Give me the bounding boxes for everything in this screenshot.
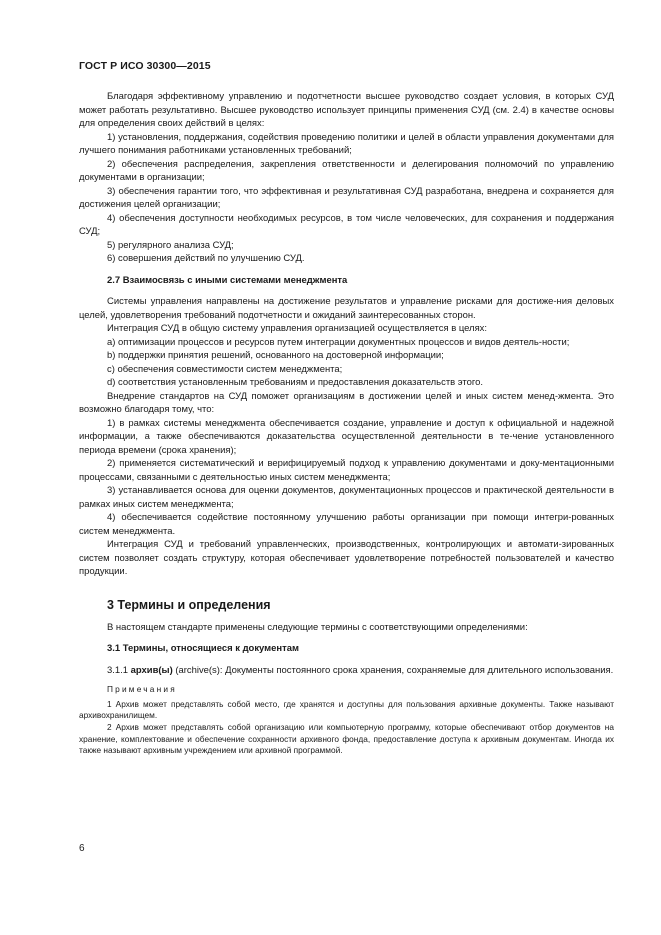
list-item: c) обеспечения совместимости систем менеджмента; [107,363,343,375]
section-heading-2-7: 2.7 Взаимосвязь с иными системами менеджмента [107,274,348,286]
list-item: d) соответствия установленным требованиям и предоставления доказательств этого. [107,377,483,388]
term-name: архив(ы) [130,664,173,676]
list-item: 4) обеспечения доступности необходимых ресурсов, в том числе человеческих, для сохранения и поддержания СУД; [79,212,614,237]
list-item: 3) устанавливается основа для оценки документов, документационных процессов и практической деятельности в рамках иных систем менеджмента; [79,485,614,510]
section-heading-3: 3 Термины и определения [107,597,271,612]
note-item: 2 Архив может представлять собой организацию или компьютерную программу, которые обеспечивают отбор документов на хранение, комплектование и обеспечение сохранности архивного фонда, предоставление доступа к архивным документам. Иногда их также называют архивным учреждением или архивной программой. [79,721,614,756]
term-definition [79,664,614,678]
page-body [79,90,614,757]
term-text: (archive(s): Документы постоянного срока хранения, сохраняемые для длительного использования. [175,664,614,676]
list-item: 1) установления, поддержания, содействия проведению политики и целей в области управления документами для лучшего понимания работниками установленных требований; [79,131,614,156]
page-number: 6 [79,843,85,854]
document-header: ГОСТ Р ИСО 30300—2015 [79,60,211,72]
list-item: 1) в рамках системы менеджмента обеспечивается создание, управление и доступ к официальной и надежной информации, а также обеспечиваются доказательства осуществленной деятельности в те-чение установленного периода времени (срока хранения); [79,417,614,456]
paragraph: В настоящем стандарте применены следующие термины с соответствующими определениями: [107,621,528,633]
list-item: 5) регулярного анализа СУД; [107,239,234,251]
list-item: a) оптимизации процессов и ресурсов путем интеграции документных процессов и видов деятель-ности; [107,336,570,348]
list-item: b) поддержки принятия решений, основанного на достоверной информации; [107,350,444,361]
notes-label: Примечания [107,684,177,694]
list-item: 3) обеспечения гарантии того, что эффективная и результативная СУД разработана, внедрена и сохраняется для достижения целей организации; [79,185,614,210]
paragraph: Интеграция СУД в общую систему управления организацией осуществляется в целях: [107,323,488,334]
intro-paragraph: Благодаря эффективному управлению и подотчетности высшее руководство создает условия, в которых СУД может работать результативно. Высшее руководство использует принципы применения СУД (см. 2.4) в качестве основы для определения своих действий в целях: [79,91,614,129]
subsection-heading-3-1: 3.1 Термины, относящиеся к документам [107,643,299,654]
term-number: 3.1.1 [107,664,128,676]
note-item: 1 Архив может представлять собой место, где хранятся и доступны для пользования архивные документы. Также называют архивохранилищем. [79,698,614,721]
paragraph: Внедрение стандартов на СУД поможет организациям в достижении целей и иных систем менед-жмента. Это возможно благодаря тому, что: [79,390,614,415]
list-item: 6) совершения действий по улучшению СУД. [107,253,305,264]
list-item: 4) обеспечивается содействие постоянному улучшению работы организации при помощи интегри-рованных систем менеджмента. [79,512,614,537]
list-item: 2) применяется систематический и верифицируемый подход к управлению документами и доку-ментационными процессами, связанными с деятельностью иных систем менеджмента; [79,458,614,483]
list-item: 2) обеспечения распределения, закрепления ответственности и делегирования полномочий по управлению документами в организации; [79,158,614,183]
paragraph: Интеграция СУД и требований управленческих, производственных, контролирующих и автомати-зированных систем позволяет создать структуру, которая обеспечивает удовлетворение потребностей пользователей и качество продукции. [79,539,614,577]
paragraph: Системы управления направлены на достижение результатов и управление рисками для достиже-ния деловых целей, удовлетворения требований подотчетности и ожиданий заинтересованных сторон. [79,296,614,321]
